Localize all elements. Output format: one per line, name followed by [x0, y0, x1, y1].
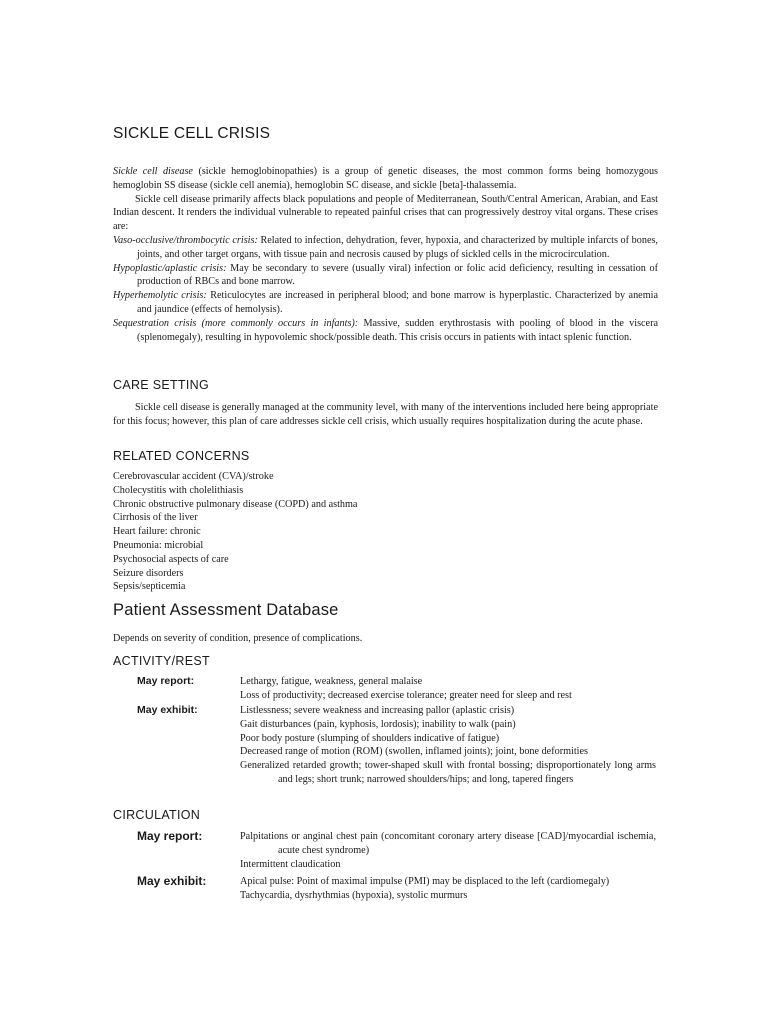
list-item: Seizure disorders — [113, 567, 184, 579]
list-item: Psychosocial aspects of care — [113, 553, 229, 565]
crisis-item: Vaso-occlusive/thrombocytic crisis: Related to infection, dehydration, fever, hypoxia, and characterized by multiple infarcts of bones, joints, and other target organs, with tissue pain and necrosis caused by plugs of sickled cells in the microcirculation. — [113, 234, 658, 260]
intro-section — [113, 165, 658, 344]
list-item: Cirrhosis of the liver — [113, 512, 198, 524]
patient-assessment-heading: Patient Assessment Database — [113, 601, 339, 619]
list-item: Sepsis/septicemia — [113, 581, 186, 593]
list-item: Heart failure: chronic — [113, 526, 201, 538]
crisis-item: Hypoplastic/aplastic crisis: May be secondary to severe (usually viral) infection or folic acid deficiency, resulting in cessation of production of RBCs and bone marrow. — [113, 262, 658, 288]
intro-paragraph-2: Sickle cell disease primarily affects black populations and people of Mediterranean, South/Central American, Arabian, and East Indian descent. It renders the individual vulnerable to repeated painful crises that can progressively destroy vital organs. These crises are: — [113, 193, 658, 233]
intro-term: Sickle cell disease — [113, 166, 193, 177]
list-item: Poor body posture (slumping of shoulders indicative of fatigue) — [240, 732, 500, 744]
may-report-label: May report: — [137, 829, 203, 843]
care-setting-section — [113, 401, 658, 429]
related-concerns-list — [113, 470, 658, 594]
care-setting-heading: CARE SETTING — [113, 378, 209, 392]
may-exhibit-label: May exhibit: — [137, 874, 207, 888]
page-title: SICKLE CELL CRISIS — [113, 125, 271, 142]
list-item: Chronic obstructive pulmonary disease (COPD) and asthma — [113, 498, 358, 510]
intro-paragraph-1: Sickle cell disease (sickle hemoglobinopathies) is a group of genetic diseases, the most common forms being homozygous hemoglobin SS disease (sickle cell anemia), hemoglobin SC disease, and sickle [beta]-thalassemia. — [113, 166, 659, 191]
list-item: Cholecystitis with cholelithiasis — [113, 484, 244, 496]
list-item: Cerebrovascular accident (CVA)/stroke — [113, 471, 274, 482]
list-item: Palpitations or anginal chest pain (concomitant coronary artery disease [CAD]/myocardial ischemia, acute chest syndrome) — [240, 831, 656, 856]
related-concerns-heading: RELATED CONCERNS — [113, 449, 250, 463]
list-item: Tachycardia, dysrhythmias (hypoxia), systolic murmurs — [240, 889, 468, 901]
list-item: Gait disturbances (pain, kyphosis, lordosis); inability to walk (pain) — [240, 718, 516, 730]
database-intro: Depends on severity of condition, presence of complications. — [113, 633, 363, 644]
may-exhibit-label: May exhibit: — [137, 704, 198, 716]
activity-rest-heading: ACTIVITY/REST — [113, 654, 210, 668]
crisis-item: Hyperhemolytic crisis: Reticulocytes are increased in peripheral blood; and bone marrow is hyperplastic. Characterized by anemia and jaundice (effects of hemolysis). — [113, 290, 658, 315]
list-item: Apical pulse: Point of maximal impulse (PMI) may be displaced to the left (cardiomegaly) — [240, 876, 610, 887]
list-item: Pneumonia: microbial — [113, 539, 204, 551]
circulation-heading: CIRCULATION — [113, 808, 201, 822]
crisis-item: Sequestration crisis (more commonly occurs in infants): Massive, sudden erythrostasis with pooling of blood in the viscera (splenomegaly), resulting in hypovolemic shock/possible death. This crisis occurs in patients with intact splenic function. — [113, 317, 658, 343]
list-item: Lethargy, fatigue, weakness, general malaise — [240, 676, 423, 687]
may-report-label: May report: — [137, 675, 195, 687]
care-setting-text: Sickle cell disease is generally managed at the community level, with many of the interventions included here being appropriate for this focus; however, this plan of care addresses sickle cell crisis, which usually requires hospitalization during the acute phase. — [113, 402, 658, 427]
list-item: Loss of productivity; decreased exercise tolerance; greater need for sleep and rest — [240, 689, 572, 701]
list-item: Listlessness; severe weakness and increasing pallor (aplastic crisis) — [240, 705, 515, 716]
list-item: Generalized retarded growth; tower-shaped skull with frontal bossing; disproportionately long arms and legs; short trunk; narrowed shoulders/hips; and long, tapered fingers — [240, 760, 656, 785]
list-item: Decreased range of motion (ROM) (swollen, inflamed joints); joint, bone deformities — [240, 746, 588, 758]
list-item: Intermittent claudication — [240, 858, 341, 870]
